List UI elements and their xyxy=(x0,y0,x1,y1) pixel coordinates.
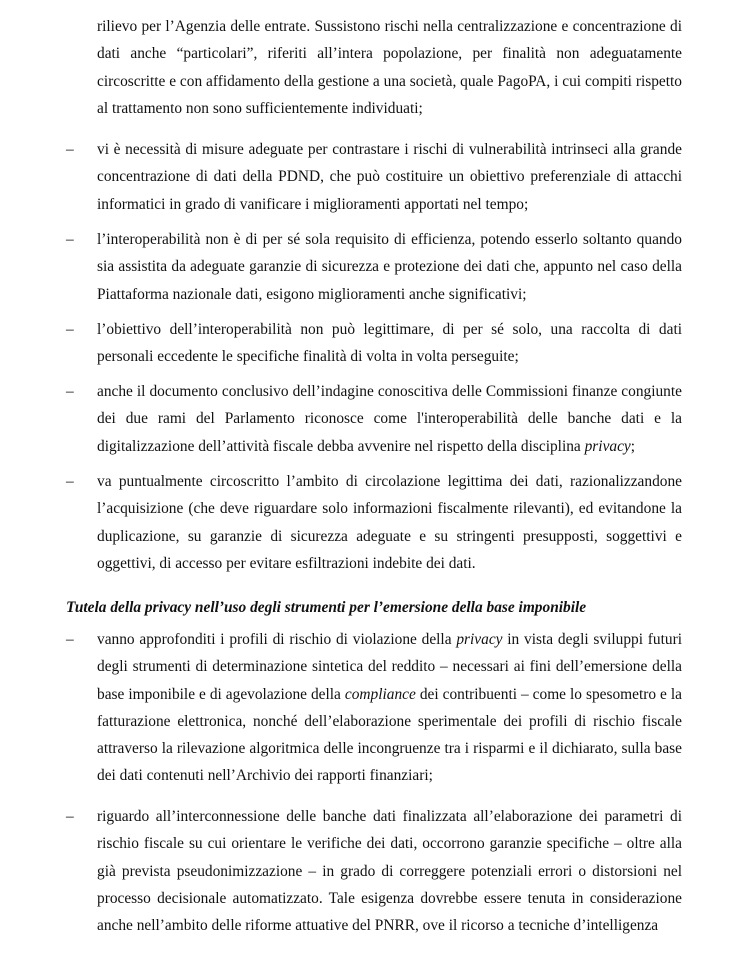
text-run: in vista degli sviluppi futuri degli strumenti di determinazione sintetica del reddito – necessari ai fini dell’emersione della base imponibile e di agevolazione della xyxy=(97,631,682,703)
italic-term: privacy xyxy=(456,631,503,648)
italic-term: privacy xyxy=(584,437,631,455)
dash-marker: – xyxy=(66,631,74,648)
dash-marker: – xyxy=(66,808,74,825)
dash-marker: – xyxy=(66,321,74,338)
list-item-text: l’obiettivo dell’interoperabilità non può legittimare, di per sé solo, una raccolta di dati personali eccedente le specifiche finalità di volta in volta perseguite; xyxy=(97,321,682,366)
continuation-paragraph: rilievo per l’Agenzia delle entrate. Sussistono rischi nella centralizzazione e concentrazione di dati anche “particolari”, riferiti all’intera popolazione, per finalità non adeguatamente circoscritte e con affidamento della gestione a una società, quale PagoPA, i cui compiti rispetto al trattamento non sono sufficientemente individuati; xyxy=(97,18,682,117)
dash-marker: – xyxy=(66,141,74,158)
list-item-text: vi è necessità di misure adeguate per contrastare i rischi di vulnerabilità intrinseci alla grande concentrazione di dati della PDND, che può costituire un obiettivo preferenziale di attacchi informatici in grado di vanificare i miglioramenti apportati nel tempo; xyxy=(97,141,682,213)
text-run: dei contribuenti – come lo spesometro e la fatturazione elettronica, nonché dell’elaborazione sperimentale dei profili di rischio fiscale attraverso la rilevazione algoritmica delle incongruenze tra i risparmi e il dichiarato, sulla base dei dati contenuti nell’Archivio dei rapporti finanziari; xyxy=(97,685,682,785)
list-item-text: va puntualmente circoscritto l’ambito di circolazione legittima dei dati, razionalizzandone l’acquisizione (che deve riguardare solo informazioni fiscalmente rilevanti), ed evitandone la duplicazione, su garanzie di sicurezza adeguate e su stringenti presupposti, soggettivi e oggettivi, di accesso per evitare esfiltrazioni indebite dei dati. xyxy=(97,473,682,572)
text-run: vanno approfonditi i profili di rischio di violazione della xyxy=(97,631,457,648)
section-heading: Tutela della privacy nell’uso degli strumenti per l’emersione della base imponibile xyxy=(66,599,587,616)
dash-marker: – xyxy=(66,383,74,400)
text-run: ; xyxy=(630,437,636,455)
text-run: anche il documento conclusivo dell’indagine conoscitiva delle Commissioni finanze congiunte dei due rami del Parlamento riconosce come l'interoperabilità delle banche dati e la digitalizzazione dell’attività fiscale debba avvenire nel rispetto della disciplina xyxy=(97,383,682,455)
list-item-text xyxy=(97,626,682,790)
list-item-text: l’interoperabilità non è di per sé sola requisito di efficienza, potendo esserlo soltanto quando sia assistita da adeguate garanzie di sicurezza e protezione dei dati che, appunto nel caso della Piattaforma nazionale dati, esigono miglioramenti anche significativi; xyxy=(97,231,682,303)
italic-term: compliance xyxy=(344,685,416,703)
dash-marker: – xyxy=(66,231,74,248)
dash-marker: – xyxy=(66,473,74,490)
list-item-text xyxy=(97,378,682,460)
list-item-text: riguardo all’interconnessione delle banche dati finalizzata all’elaborazione dei parametri di rischio fiscale su cui orientare le verifiche dei dati, occorrono garanzie specifiche – oltre alla già prevista pseudonimizzazione – in grado di correggere potenziali errori o distorsioni nel processo decisionale automatizzato. Tale esigenza dovrebbe essere tenuta in considerazione anche nell’ambito delle riforme attuative del PNRR, ove il ricorso a tecniche d’intelligenza xyxy=(97,808,682,935)
